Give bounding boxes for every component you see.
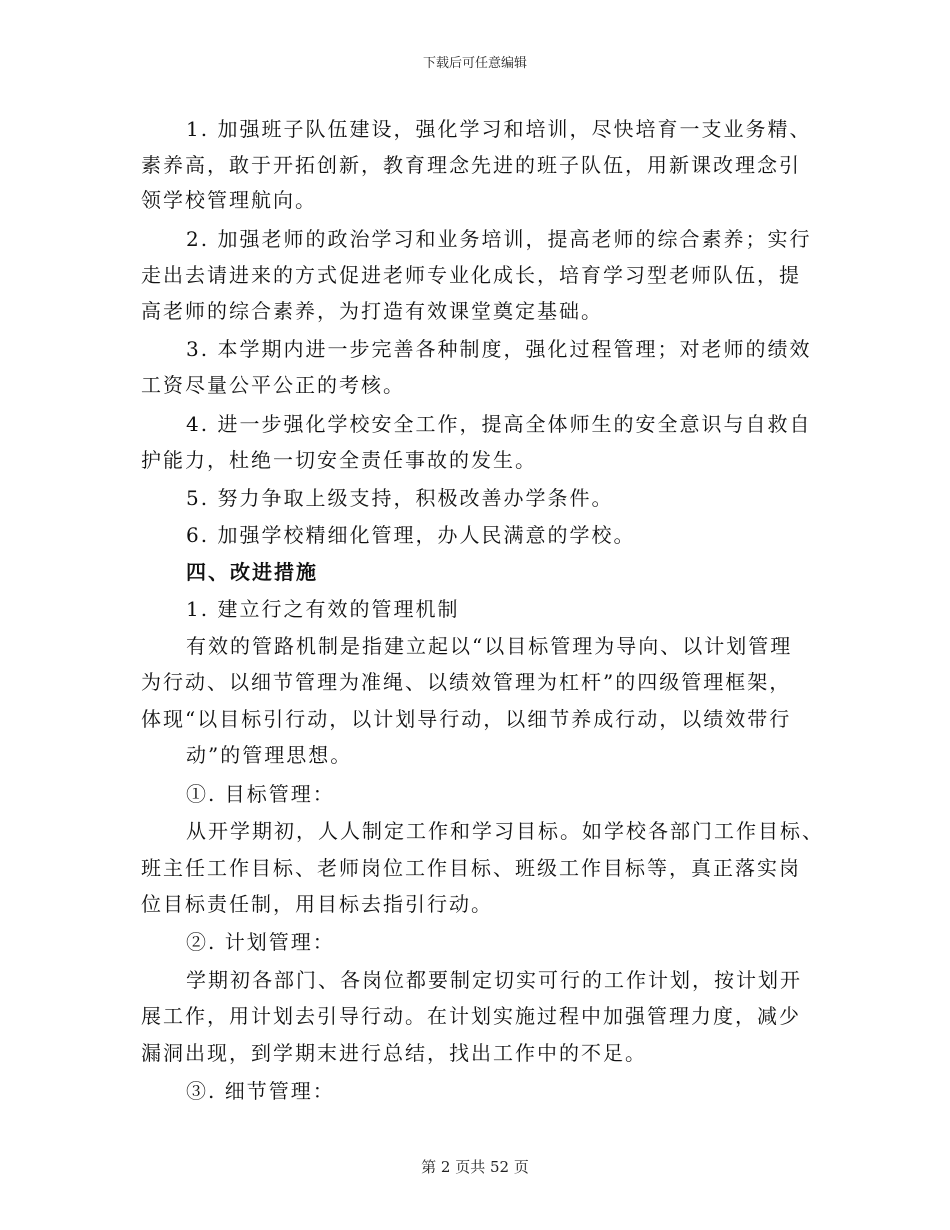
text-line: 位目标责任制，用目标去指引行动。 xyxy=(141,892,493,916)
page-footer: 第 2 页共 52 页 xyxy=(421,1158,529,1176)
text-line: 高老师的综合素养，为打造有效课堂奠定基础。 xyxy=(141,299,603,323)
text-line: 有效的管路机制是指建立起以“以目标管理为导向、以计划管理 xyxy=(186,634,793,658)
text-line: 走出去请进来的方式促进老师专业化成长，培育学习型老师队伍，提 xyxy=(141,263,801,287)
text-line: 4. 进一步强化学校安全工作，提高全体师生的安全意识与自救自 xyxy=(186,412,812,436)
text-line: 素养高，敢于开拓创新，教育理念先进的班子队伍，用新课改理念引 xyxy=(141,153,801,177)
text-line: 为行动、以细节管理为准绳、以绩效管理为杠杆”的四级管理框架， xyxy=(141,670,792,694)
text-line: 从开学期初，人人制定工作和学习目标。如学校各部门工作目标、 xyxy=(186,819,824,843)
text-line: 3. 本学期内进一步完善各种制度，强化过程管理；对老师的绩效 xyxy=(186,337,812,361)
text-line: 展工作，用计划去引导行动。在计划实施过程中加强管理力度，减少 xyxy=(141,1004,801,1028)
section-heading: 四、改进措施 xyxy=(186,560,318,584)
text-line: 护能力，杜绝一切安全责任事故的发生。 xyxy=(141,448,537,472)
text-line: 6. 加强学校精细化管理，办人民满意的学校。 xyxy=(186,523,636,547)
text-line: 1. 加强班子队伍建设，强化学习和培训，尽快培育一支业务精、 xyxy=(186,117,812,141)
item-heading: ①. 目标管理： xyxy=(186,782,335,806)
item-heading: ③. 细节管理： xyxy=(186,1079,335,1103)
text-line: 漏洞出现，到学期末进行总结，找出工作中的不足。 xyxy=(141,1041,647,1065)
text-line: 班主任工作目标、老师岗位工作目标、班级工作目标等，真正落实岗 xyxy=(141,856,801,880)
item-heading: ②. 计划管理： xyxy=(186,930,335,954)
text-line: 工资尽量公平公正的考核。 xyxy=(141,373,405,397)
text-line: 学期初各部门、各岗位都要制定切实可行的工作计划，按计划开 xyxy=(186,968,802,992)
text-line: 2. 加强老师的政治学习和业务培训，提高老师的综合素养；实行 xyxy=(186,227,812,251)
text-line: 动”的管理思想。 xyxy=(186,743,353,767)
text-line: 5. 努力争取上级支持，积极改善办学条件。 xyxy=(186,486,614,510)
subsection-heading: 1. 建立行之有效的管理机制 xyxy=(186,597,460,621)
text-line: 体现“以目标引行动，以计划导行动，以细节养成行动，以绩效带行 xyxy=(141,707,792,731)
page-header: 下载后可任意编辑 xyxy=(422,56,527,71)
text-line: 领学校管理航向。 xyxy=(141,188,317,212)
